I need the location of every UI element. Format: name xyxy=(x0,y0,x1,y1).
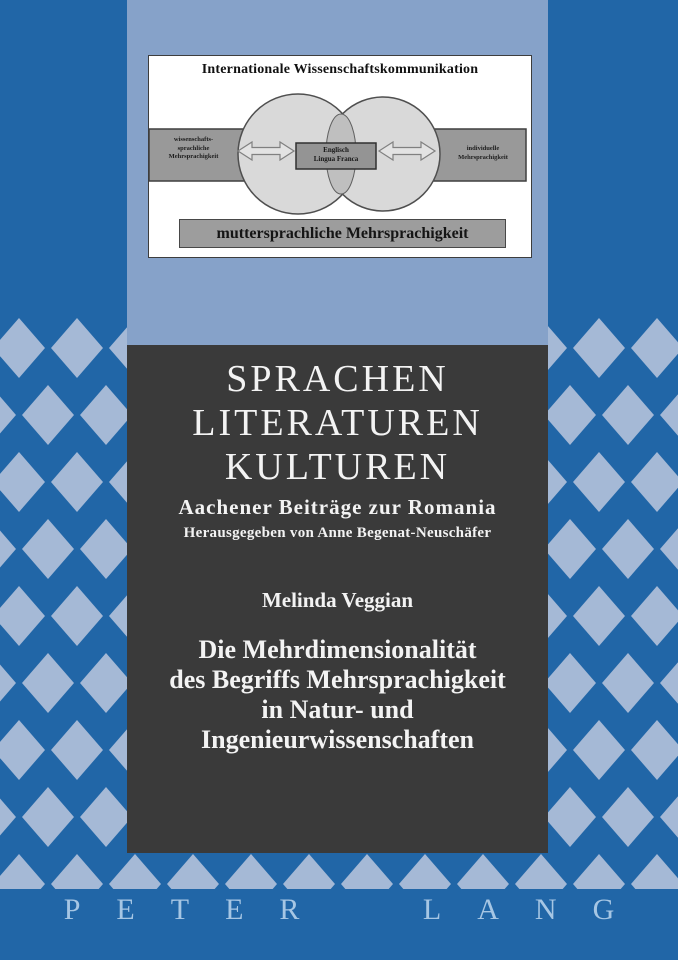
publisher-band xyxy=(0,889,678,960)
book-title-line-2: des Begriffs Mehrsprachigkeit xyxy=(169,665,506,694)
book-title xyxy=(127,635,548,755)
diagram-left-line-2: sprachliche xyxy=(177,144,210,152)
diamond-shape xyxy=(660,385,678,445)
series-subtitle: Aachener Beiträge zur Romania xyxy=(178,495,497,519)
diamond-shape xyxy=(631,720,678,780)
diamond-shape xyxy=(0,452,45,512)
diamond-shape xyxy=(660,519,678,579)
diagram-center-line-1: Englisch xyxy=(323,146,349,154)
diamond-shape xyxy=(660,787,678,847)
diamond-shape xyxy=(573,720,625,780)
series-editor: Herausgegeben von Anne Begenat-Neuschäfer xyxy=(183,525,492,541)
book-title-line-1: Die Mehrdimensionalität xyxy=(198,635,477,664)
diamond-shape xyxy=(80,519,132,579)
diamond-shape xyxy=(0,519,16,579)
diamond-shape xyxy=(544,787,596,847)
book-title-line-4: Ingenieurwissenschaften xyxy=(200,725,474,754)
series-title xyxy=(127,357,548,489)
publisher-wordmark: PETER LANG xyxy=(63,893,651,926)
series-title-line-1: SPRACHEN xyxy=(226,358,449,400)
diamond-shape xyxy=(602,519,654,579)
diamond-shape xyxy=(544,653,596,713)
diamond-shape xyxy=(631,586,678,646)
title-panel xyxy=(127,345,548,853)
book-author: Melinda Veggian xyxy=(261,588,414,612)
diagram-right-line-2: Mehrsprachigkeit xyxy=(458,153,508,161)
diamond-shape xyxy=(22,385,74,445)
diamond-shape xyxy=(602,653,654,713)
top-panel xyxy=(127,0,548,345)
diamond-shape xyxy=(660,653,678,713)
diamond-shape xyxy=(0,318,45,378)
diagram-right-box-label xyxy=(440,145,526,162)
diagram-title: Internationale Wissenschaftskommunikation xyxy=(201,62,479,77)
diamond-shape xyxy=(80,385,132,445)
diamond-shape xyxy=(573,318,625,378)
diamond-shape xyxy=(0,653,16,713)
diamond-shape xyxy=(573,586,625,646)
diamond-shape xyxy=(80,653,132,713)
diamond-shape xyxy=(22,519,74,579)
diagram-left-box-label xyxy=(149,136,238,162)
diamond-shape xyxy=(51,452,103,512)
diamond-shape xyxy=(0,720,45,780)
diamond-shape xyxy=(0,586,45,646)
diamond-shape xyxy=(22,653,74,713)
diamond-shape xyxy=(631,318,678,378)
diagram-right-line-1: individuelle xyxy=(466,145,500,152)
diamond-shape xyxy=(51,318,103,378)
diamond-shape xyxy=(602,787,654,847)
diagram-center-line-2: Lingua Franca xyxy=(313,155,359,163)
diamond-shape xyxy=(22,787,74,847)
diagram-left-line-1: wissenschafts- xyxy=(173,136,214,143)
series-title-line-2: LITERATUREN xyxy=(192,402,483,444)
diamond-shape xyxy=(51,586,103,646)
diamond-shape xyxy=(544,385,596,445)
diagram-panel xyxy=(148,55,532,258)
diamond-shape xyxy=(631,452,678,512)
diagram-left-line-3: Mehrsprachigkeit xyxy=(168,153,219,160)
diamond-shape xyxy=(0,385,16,445)
diamond-shape xyxy=(0,787,16,847)
diamond-shape xyxy=(573,452,625,512)
series-title-line-3: KULTUREN xyxy=(224,446,451,488)
diamond-shape xyxy=(602,385,654,445)
diamond-shape xyxy=(544,519,596,579)
diamond-shape xyxy=(80,787,132,847)
diagram-bottom-bar: muttersprachliche Mehrsprachigkeit xyxy=(179,219,506,248)
diamond-shape xyxy=(51,720,103,780)
diagram-center-box-label xyxy=(296,146,376,164)
book-title-line-3: in Natur- und xyxy=(261,695,414,724)
